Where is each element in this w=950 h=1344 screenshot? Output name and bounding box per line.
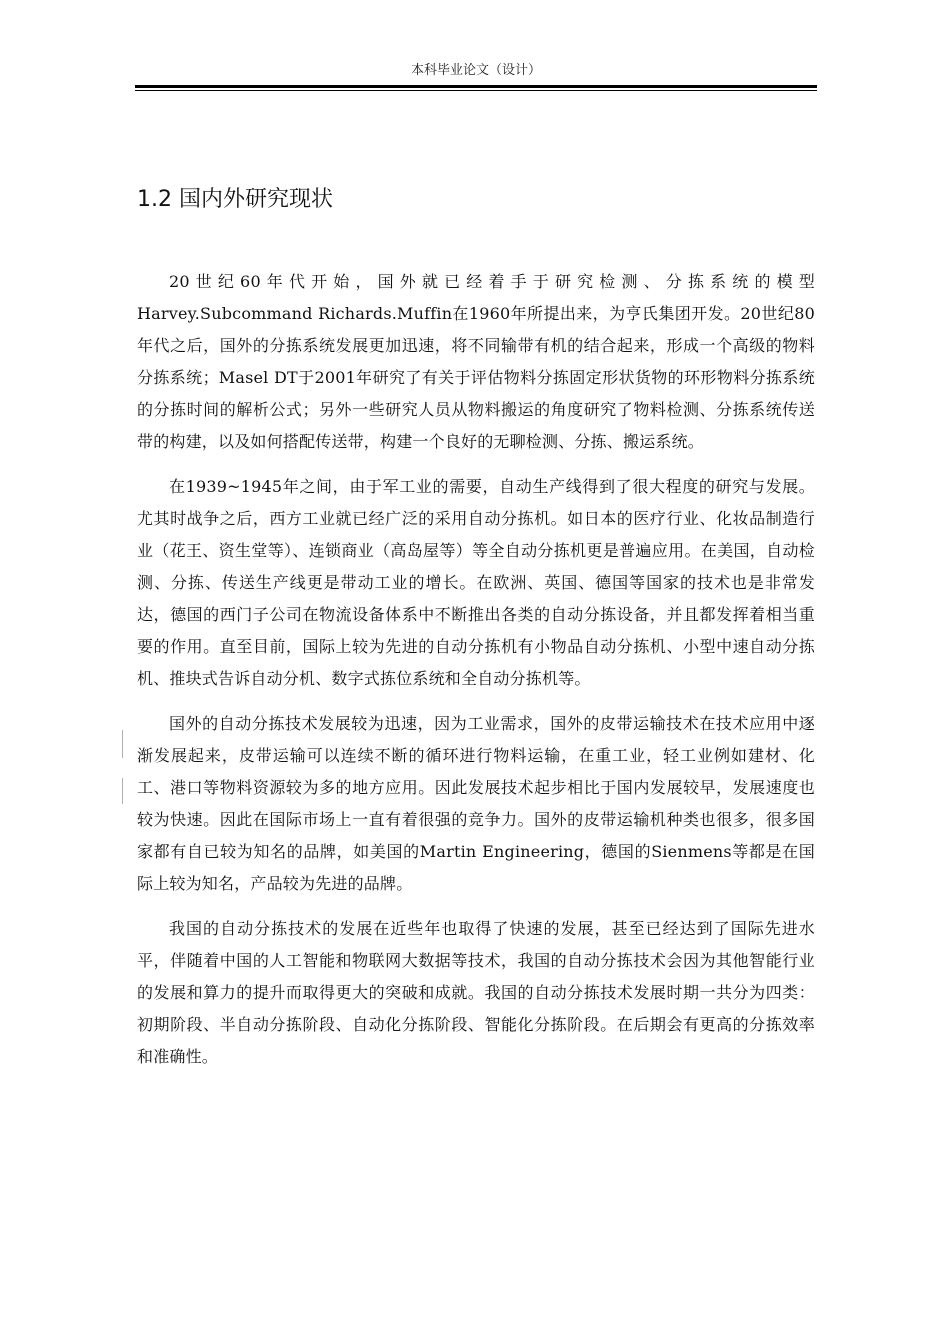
margin-change-bar — [122, 730, 123, 758]
paragraph-domestic-development: 我国的自动分拣技术的发展在近些年也取得了快速的发展，甚至已经达到了国际先进水平，伴随着中国的人工智能和物联网大数据等技术，我国的自动分拣技术会因为其他智能行业的发展和算力的提升而取得更大的突破和成就。我国的自动分拣技术发展时期一共分为四类：初期阶段、半自动分拣阶段、自动化分拣阶段、智能化分拣阶段。在后期会有更高的分拣效率和准确性。 — [137, 919, 815, 1066]
running-header: 本科毕业论文（设计） — [410, 63, 541, 78]
header-rule-thick — [135, 85, 817, 88]
margin-change-bar — [122, 778, 123, 804]
header-rule-thin — [135, 90, 817, 91]
paragraph-wartime-development: 在1939~1945年之间，由于军工业的需要，自动生产线得到了很大程度的研究与发展。尤其时战争之后，西方工业就已经广泛的采用自动分拣机。如日本的医疗行业、化妆品制造行业（花王、资生堂等）、连锁商业（高岛屋等）等全自动分拣机更是普遍应用。在美国，自动检测、分拣、传送生产线更是带动工业的增长。在欧洲、英国、德国等国家的技术也是非常发达，德国的西门子公司在物流设备体系中不断推出各类的自动分拣设备，并且都发挥着相当重要的作用。直至目前，国际上较为先进的自动分拣机有小物品自动分拣机、小型中速自动分拣机、推块式告诉自动分机、数字式拣位系统和全自动分拣机等。 — [137, 477, 815, 688]
paragraph-foreign-belt-conveyor: 国外的自动分拣技术发展较为迅速，因为工业需求，国外的皮带运输技术在技术应用中逐渐发展起来，皮带运输可以连续不断的循环进行物料运输，在重工业，轻工业例如建材、化工、港口等物料资源较为多的地方应用。因此发展技术起步相比于国内发展较早，发展速度也较为快速。因此在国际市场上一直有着很强的竞争力。国外的皮带运输机种类也很多，很多国家都有自已较为知名的品牌，如美国的Martin Engineering，德国的Sienmens等都是在国际上较为知名，产品较为先进的品牌。 — [137, 714, 815, 893]
section-title: 1.2 国内外研究现状 — [137, 187, 333, 212]
section-body — [137, 266, 815, 1086]
paragraph-foreign-history: 20世纪60年代开始，国外就已经着手于研究检测、分拣系统的模型Harvey.Subcommand Richards.Muffin在1960年所提出来，为亨氏集团开发。20世纪80年代之后，国外的分拣系统发展更加迅速，将不同输带有机的结合起来，形成一个高级的物料分拣系统；Masel DT于2001年研究了有关于评估物料分拣固定形状货物的环形物料分拣系统的分拣时间的解析公式；另外一些研究人员从物料搬运的角度研究了物料检测、分拣系统传送带的构建，以及如何搭配传送带，构建一个良好的无聊检测、分拣、搬运系统。 — [137, 272, 815, 451]
